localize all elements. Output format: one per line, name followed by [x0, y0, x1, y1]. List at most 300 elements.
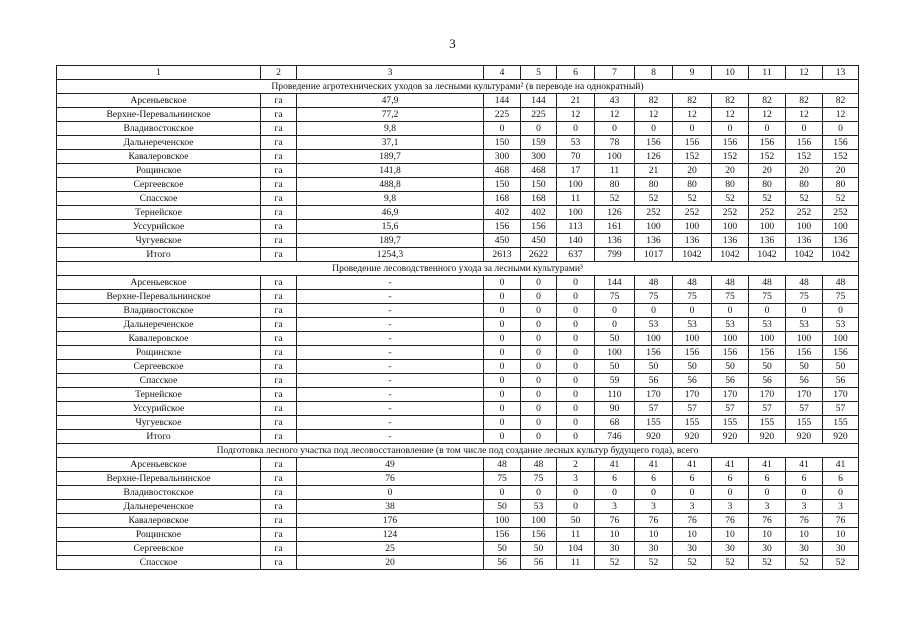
unit-cell: га	[261, 150, 297, 164]
value-cell: 0	[521, 332, 557, 346]
table-row	[57, 220, 859, 234]
value-cell: 76	[749, 514, 786, 528]
value-cell: 30	[749, 542, 786, 556]
value-cell: 0	[595, 486, 635, 500]
value-cell: 20	[297, 556, 484, 570]
value-cell: 136	[749, 234, 786, 248]
value-cell: 0	[484, 122, 521, 136]
unit-cell: га	[261, 332, 297, 346]
value-cell: 1042	[712, 248, 749, 262]
forestry-name-cell: Итого	[57, 430, 261, 444]
value-cell: 1042	[673, 248, 712, 262]
value-cell: 15,6	[297, 220, 484, 234]
value-cell: 52	[823, 192, 859, 206]
value-cell: 53	[712, 318, 749, 332]
forestry-name-cell: Дальнереченское	[57, 318, 261, 332]
value-cell: 168	[484, 192, 521, 206]
value-cell: 156	[712, 136, 749, 150]
value-cell: 0	[484, 276, 521, 290]
value-cell: 252	[635, 206, 673, 220]
value-cell: 57	[786, 402, 823, 416]
value-cell: 50	[749, 360, 786, 374]
value-cell: 144	[484, 94, 521, 108]
value-cell: 57	[749, 402, 786, 416]
table-row	[57, 486, 859, 500]
value-cell: 189,7	[297, 234, 484, 248]
table-row	[57, 346, 859, 360]
unit-cell: га	[261, 108, 297, 122]
value-cell: 10	[823, 528, 859, 542]
value-cell: 0	[521, 304, 557, 318]
value-cell: 159	[521, 136, 557, 150]
value-cell: 126	[595, 206, 635, 220]
value-cell: 48	[712, 276, 749, 290]
value-cell: 170	[673, 388, 712, 402]
value-cell: 141,8	[297, 164, 484, 178]
value-cell: 1254,3	[297, 248, 484, 262]
unit-cell: га	[261, 500, 297, 514]
value-cell: 57	[712, 402, 749, 416]
value-cell: 0	[521, 374, 557, 388]
value-cell: 50	[712, 360, 749, 374]
forestry-name-cell: Арсеньевское	[57, 458, 261, 472]
value-cell: 252	[786, 206, 823, 220]
value-cell: 12	[635, 108, 673, 122]
value-cell: 20	[673, 164, 712, 178]
forestry-name-cell: Владивостокское	[57, 486, 261, 500]
table-row	[57, 234, 859, 248]
value-cell: 920	[786, 430, 823, 444]
forestry-name-cell: Спасское	[57, 192, 261, 206]
value-cell: 0	[595, 318, 635, 332]
value-cell: 0	[521, 346, 557, 360]
value-cell: 136	[786, 234, 823, 248]
value-cell: 0	[484, 416, 521, 430]
value-cell: 100	[595, 150, 635, 164]
value-cell: 0	[484, 360, 521, 374]
value-cell: 41	[635, 458, 673, 472]
value-cell: 0	[557, 276, 595, 290]
value-cell: 0	[595, 304, 635, 318]
unit-cell: га	[261, 472, 297, 486]
table-row	[57, 290, 859, 304]
unit-cell: га	[261, 430, 297, 444]
value-cell: 82	[635, 94, 673, 108]
value-cell: 75	[823, 290, 859, 304]
table-row	[57, 136, 859, 150]
value-cell: 155	[712, 416, 749, 430]
value-cell: 156	[521, 220, 557, 234]
column-number-cell: 6	[557, 66, 595, 80]
value-cell: 12	[749, 108, 786, 122]
value-cell: 3	[673, 500, 712, 514]
value-cell: 12	[823, 108, 859, 122]
value-cell: 75	[484, 472, 521, 486]
value-cell: 56	[712, 374, 749, 388]
forestry-name-cell: Кавалеровское	[57, 514, 261, 528]
value-cell: 168	[521, 192, 557, 206]
value-cell: 450	[484, 234, 521, 248]
column-number-cell: 11	[749, 66, 786, 80]
forestry-name-cell: Сергеевское	[57, 542, 261, 556]
value-cell: 25	[297, 542, 484, 556]
value-cell: 100	[712, 220, 749, 234]
table-row	[57, 332, 859, 346]
value-cell: 3	[595, 500, 635, 514]
value-cell: 56	[484, 556, 521, 570]
value-cell: 1017	[635, 248, 673, 262]
forestry-name-cell: Сергеевское	[57, 360, 261, 374]
unit-cell: га	[261, 388, 297, 402]
value-cell: 0	[712, 304, 749, 318]
section-title: Проведение агротехнических уходов за лесными культурами² (в переводе на однократный)	[57, 80, 859, 94]
value-cell: 170	[823, 388, 859, 402]
value-cell: 0	[557, 304, 595, 318]
value-cell: 136	[635, 234, 673, 248]
value-cell: 52	[749, 192, 786, 206]
value-cell: 50	[595, 332, 635, 346]
value-cell: 3	[823, 500, 859, 514]
unit-cell: га	[261, 514, 297, 528]
value-cell: 0	[521, 416, 557, 430]
value-cell: 150	[484, 178, 521, 192]
table-row	[57, 150, 859, 164]
value-cell: 75	[521, 472, 557, 486]
value-cell: 0	[557, 416, 595, 430]
value-cell: -	[297, 276, 484, 290]
value-cell: 0	[521, 430, 557, 444]
value-cell: 0	[521, 318, 557, 332]
value-cell: 50	[786, 360, 823, 374]
value-cell: 0	[823, 486, 859, 500]
value-cell: 52	[786, 556, 823, 570]
value-cell: 1042	[823, 248, 859, 262]
unit-cell: га	[261, 374, 297, 388]
value-cell: 52	[749, 556, 786, 570]
value-cell: 252	[749, 206, 786, 220]
value-cell: 75	[595, 290, 635, 304]
value-cell: 0	[484, 346, 521, 360]
table-row	[57, 388, 859, 402]
table-row	[57, 304, 859, 318]
value-cell: 152	[823, 150, 859, 164]
value-cell: 56	[635, 374, 673, 388]
value-cell: 0	[749, 486, 786, 500]
forestry-name-cell: Уссурийское	[57, 220, 261, 234]
value-cell: 100	[557, 178, 595, 192]
value-cell: 126	[635, 150, 673, 164]
value-cell: 41	[595, 458, 635, 472]
value-cell: 0	[786, 122, 823, 136]
column-number-cell: 3	[297, 66, 484, 80]
value-cell: -	[297, 346, 484, 360]
value-cell: 11	[557, 192, 595, 206]
value-cell: 113	[557, 220, 595, 234]
value-cell: 450	[521, 234, 557, 248]
column-number-cell: 13	[823, 66, 859, 80]
value-cell: 10	[786, 528, 823, 542]
value-cell: 156	[673, 136, 712, 150]
value-cell: 189,7	[297, 150, 484, 164]
value-cell: 80	[635, 178, 673, 192]
value-cell: 0	[484, 388, 521, 402]
forestry-name-cell: Спасское	[57, 374, 261, 388]
value-cell: 2613	[484, 248, 521, 262]
table-row	[57, 206, 859, 220]
value-cell: 52	[712, 192, 749, 206]
value-cell: 155	[635, 416, 673, 430]
value-cell: 144	[595, 276, 635, 290]
value-cell: 52	[712, 556, 749, 570]
value-cell: 402	[521, 206, 557, 220]
value-cell: 21	[635, 164, 673, 178]
value-cell: 746	[595, 430, 635, 444]
value-cell: 140	[557, 234, 595, 248]
value-cell: 1042	[749, 248, 786, 262]
value-cell: 100	[557, 206, 595, 220]
value-cell: 30	[786, 542, 823, 556]
value-cell: 156	[823, 346, 859, 360]
forestry-name-cell: Владивостокское	[57, 304, 261, 318]
value-cell: 52	[673, 192, 712, 206]
value-cell: 0	[521, 360, 557, 374]
value-cell: 21	[557, 94, 595, 108]
value-cell: 56	[823, 374, 859, 388]
value-cell: 48	[635, 276, 673, 290]
forestry-name-cell: Дальнереченское	[57, 500, 261, 514]
value-cell: 6	[595, 472, 635, 486]
forestry-name-cell: Владивостокское	[57, 122, 261, 136]
value-cell: 6	[749, 472, 786, 486]
value-cell: 76	[673, 514, 712, 528]
value-cell: 0	[749, 122, 786, 136]
value-cell: 6	[786, 472, 823, 486]
value-cell: 0	[484, 430, 521, 444]
unit-cell: га	[261, 248, 297, 262]
value-cell: 920	[712, 430, 749, 444]
forestry-name-cell: Арсеньевское	[57, 276, 261, 290]
table-row	[57, 94, 859, 108]
value-cell: 46,9	[297, 206, 484, 220]
value-cell: 100	[635, 220, 673, 234]
value-cell: 0	[521, 388, 557, 402]
value-cell: 10	[712, 528, 749, 542]
value-cell: 0	[521, 276, 557, 290]
forestry-name-cell: Сергеевское	[57, 178, 261, 192]
value-cell: -	[297, 374, 484, 388]
value-cell: 156	[673, 346, 712, 360]
unit-cell: га	[261, 290, 297, 304]
value-cell: 20	[749, 164, 786, 178]
value-cell: 920	[749, 430, 786, 444]
value-cell: 10	[673, 528, 712, 542]
column-number-cell: 5	[521, 66, 557, 80]
unit-cell: га	[261, 304, 297, 318]
value-cell: -	[297, 430, 484, 444]
table-row	[57, 248, 859, 262]
value-cell: 9,8	[297, 122, 484, 136]
value-cell: -	[297, 416, 484, 430]
value-cell: 156	[635, 136, 673, 150]
value-cell: 12	[673, 108, 712, 122]
value-cell: 52	[595, 556, 635, 570]
table-row	[57, 178, 859, 192]
value-cell: 59	[595, 374, 635, 388]
value-cell: 12	[786, 108, 823, 122]
value-cell: 0	[557, 290, 595, 304]
value-cell: 0	[484, 304, 521, 318]
value-cell: 41	[786, 458, 823, 472]
value-cell: 0	[484, 374, 521, 388]
value-cell: 150	[484, 136, 521, 150]
value-cell: 170	[712, 388, 749, 402]
value-cell: 136	[712, 234, 749, 248]
value-cell: 920	[635, 430, 673, 444]
table-body	[57, 66, 859, 570]
value-cell: 76	[712, 514, 749, 528]
value-cell: 6	[635, 472, 673, 486]
value-cell: 252	[823, 206, 859, 220]
value-cell: 50	[635, 360, 673, 374]
value-cell: 100	[635, 332, 673, 346]
value-cell: 50	[484, 500, 521, 514]
value-cell: 0	[557, 500, 595, 514]
column-number-cell: 12	[786, 66, 823, 80]
table-row	[57, 374, 859, 388]
value-cell: 75	[712, 290, 749, 304]
value-cell: 0	[823, 304, 859, 318]
value-cell: 82	[786, 94, 823, 108]
value-cell: 100	[712, 332, 749, 346]
column-number-cell: 2	[261, 66, 297, 80]
value-cell: 136	[673, 234, 712, 248]
forestry-name-cell: Верхне-Перевальнинское	[57, 290, 261, 304]
value-cell: 0	[712, 122, 749, 136]
value-cell: 156	[484, 528, 521, 542]
value-cell: 12	[557, 108, 595, 122]
page-number: 3	[449, 36, 456, 51]
value-cell: 6	[823, 472, 859, 486]
value-cell: 0	[521, 290, 557, 304]
table-row	[57, 556, 859, 570]
value-cell: 75	[786, 290, 823, 304]
value-cell: 77,2	[297, 108, 484, 122]
value-cell: 0	[557, 388, 595, 402]
value-cell: 0	[749, 304, 786, 318]
value-cell: 48	[521, 458, 557, 472]
forestry-name-cell: Арсеньевское	[57, 94, 261, 108]
value-cell: 80	[673, 178, 712, 192]
value-cell: 468	[484, 164, 521, 178]
value-cell: 124	[297, 528, 484, 542]
value-cell: 53	[673, 318, 712, 332]
table-row	[57, 472, 859, 486]
value-cell: 920	[673, 430, 712, 444]
table-row	[57, 192, 859, 206]
value-cell: 47,9	[297, 94, 484, 108]
value-cell: 0	[557, 332, 595, 346]
value-cell: 0	[297, 486, 484, 500]
column-number-cell: 1	[57, 66, 261, 80]
value-cell: 82	[712, 94, 749, 108]
value-cell: 136	[595, 234, 635, 248]
table-row	[57, 430, 859, 444]
value-cell: 144	[521, 94, 557, 108]
value-cell: 156	[635, 346, 673, 360]
value-cell: 170	[749, 388, 786, 402]
forestry-name-cell: Дальнереченское	[57, 136, 261, 150]
value-cell: -	[297, 318, 484, 332]
value-cell: 0	[786, 304, 823, 318]
value-cell: 156	[786, 136, 823, 150]
value-cell: 41	[712, 458, 749, 472]
value-cell: 156	[521, 528, 557, 542]
value-cell: 100	[673, 220, 712, 234]
unit-cell: га	[261, 206, 297, 220]
value-cell: 0	[484, 318, 521, 332]
forestry-name-cell: Верхне-Перевальнинское	[57, 108, 261, 122]
value-cell: 100	[595, 346, 635, 360]
value-cell: 0	[521, 402, 557, 416]
value-cell: 152	[786, 150, 823, 164]
value-cell: 3	[749, 500, 786, 514]
value-cell: 48	[484, 458, 521, 472]
value-cell: 76	[823, 514, 859, 528]
section-heading-row	[57, 262, 859, 276]
value-cell: 37,1	[297, 136, 484, 150]
table-row	[57, 318, 859, 332]
value-cell: 0	[557, 122, 595, 136]
value-cell: 0	[557, 430, 595, 444]
value-cell: 0	[673, 486, 712, 500]
value-cell: 300	[521, 150, 557, 164]
forestry-name-cell: Чугуевское	[57, 416, 261, 430]
value-cell: 2622	[521, 248, 557, 262]
column-number-row	[57, 66, 859, 80]
value-cell: 100	[823, 332, 859, 346]
value-cell: 0	[557, 486, 595, 500]
value-cell: 252	[712, 206, 749, 220]
value-cell: 43	[595, 94, 635, 108]
value-cell: 53	[786, 318, 823, 332]
value-cell: 78	[595, 136, 635, 150]
value-cell: 11	[557, 556, 595, 570]
value-cell: 57	[673, 402, 712, 416]
value-cell: 155	[823, 416, 859, 430]
value-cell: 799	[595, 248, 635, 262]
value-cell: 0	[673, 304, 712, 318]
unit-cell: га	[261, 486, 297, 500]
value-cell: 156	[749, 346, 786, 360]
table-row	[57, 528, 859, 542]
table-row	[57, 458, 859, 472]
value-cell: 76	[595, 514, 635, 528]
value-cell: 100	[786, 220, 823, 234]
value-cell: 56	[521, 556, 557, 570]
value-cell: 56	[749, 374, 786, 388]
value-cell: 3	[635, 500, 673, 514]
value-cell: 110	[595, 388, 635, 402]
value-cell: 0	[635, 304, 673, 318]
forestry-name-cell: Итого	[57, 248, 261, 262]
value-cell: 100	[749, 220, 786, 234]
value-cell: 30	[823, 542, 859, 556]
value-cell: -	[297, 388, 484, 402]
value-cell: 10	[595, 528, 635, 542]
value-cell: 156	[749, 136, 786, 150]
unit-cell: га	[261, 402, 297, 416]
value-cell: 3	[557, 472, 595, 486]
